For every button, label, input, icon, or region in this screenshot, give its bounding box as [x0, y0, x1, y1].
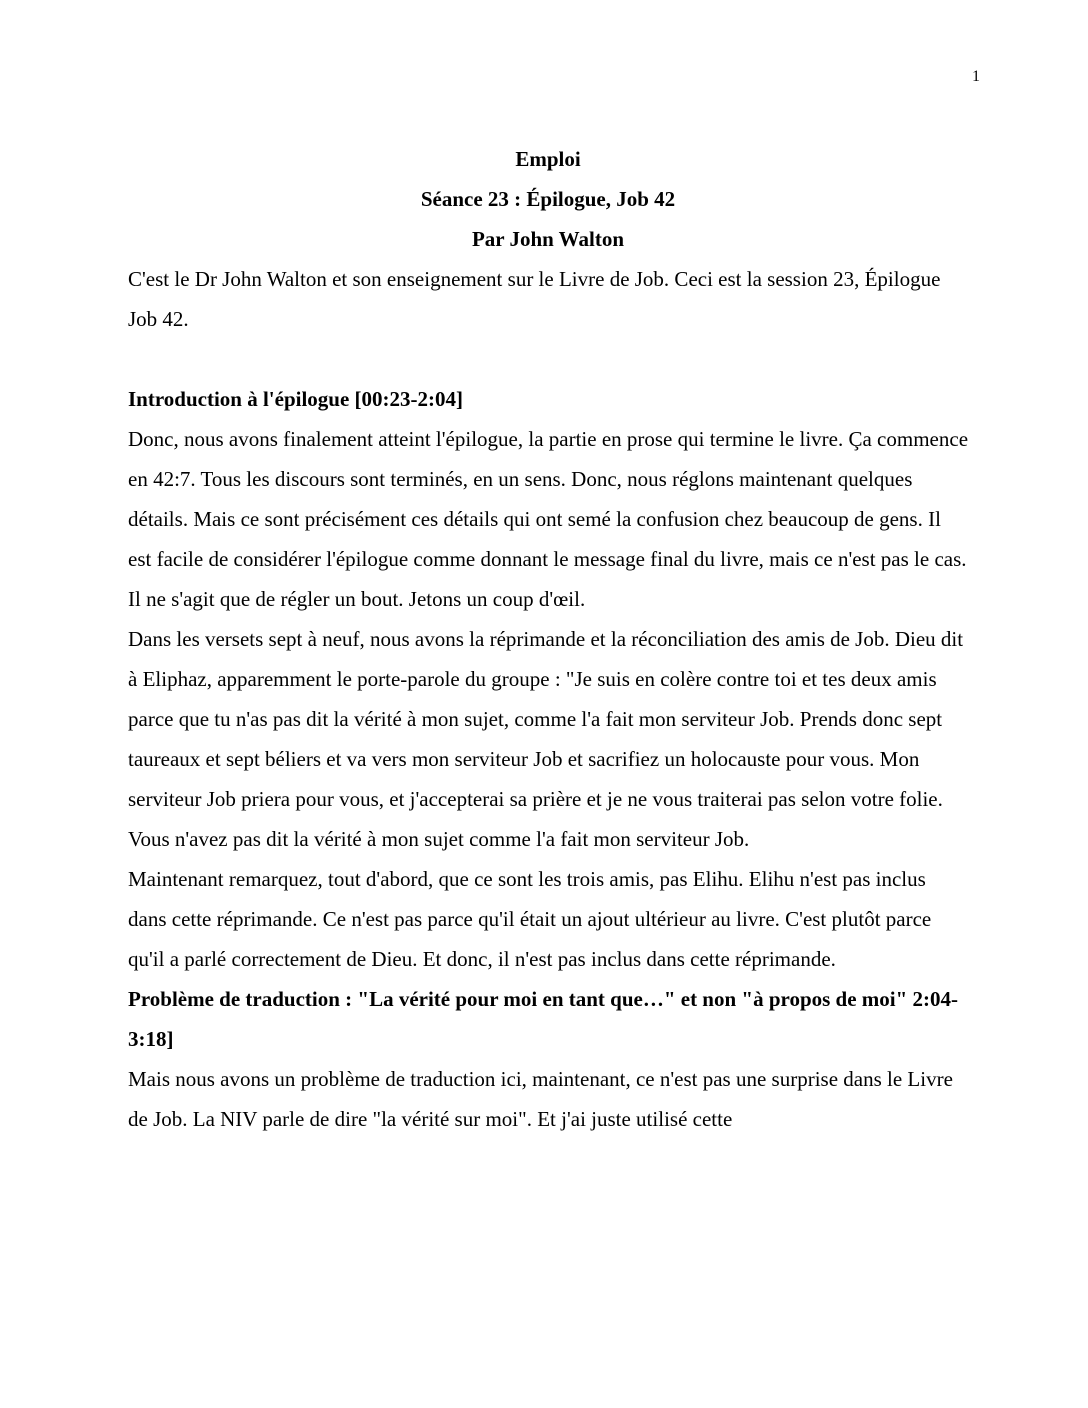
section1-paragraph-3: Maintenant remarquez, tout d'abord, que ce sont les trois amis, pas Elihu. Elihu n'est pas inclus dans cette réprimande. Ce n'est pas parce qu'il était un ajout ultérieur au livre. C'est plutôt parce qu'il a parlé correctement de Dieu. Et donc, il n'est pas inclus dans cette réprimande. — [128, 867, 932, 971]
section-heading-translation: Problème de traduction : "La vérité pour moi en tant que…" et non "à propos de moi" 2:04-3:18] — [128, 987, 959, 1051]
page-number: 1 — [972, 68, 980, 85]
paragraph-spacer — [128, 339, 968, 379]
section1-paragraph-2: Dans les versets sept à neuf, nous avons la réprimande et la réconciliation des amis de Job. Dieu dit à Eliphaz, apparemment le porte-parole du groupe : "Je suis en colère contre toi et tes deux amis parce que tu n'as pas dit la vérité à mon sujet, comme l'a fait mon serviteur Job. Prends donc sept taureaux et sept béliers et va vers mon serviteur Job et sacrifiez un holocauste pour vous. Mon serviteur Job priera pour vous, et j'accepterai sa prière et je ne vous traiterai pas selon votre folie. Vous n'avez pas dit la vérité à mon sujet comme l'a fait mon serviteur Job. — [128, 627, 964, 851]
section1-paragraph-1: Donc, nous avons finalement atteint l'épilogue, la partie en prose qui termine le livre. Ça commence en 42:7. Tous les discours sont terminés, en un sens. Donc, nous réglons maintenant quelques détails. Mais ce sont précisément ces détails qui ont semé la confusion chez beaucoup de gens. Il est facile de considérer l'épilogue comme donnant le message final du livre, mais ce n'est pas le cas. Il ne s'agit que de régler un bout. Jetons un coup d'œil. — [128, 427, 969, 611]
section2-paragraph-1: Mais nous avons un problème de traduction ici, maintenant, ce n'est pas une surprise dans le Livre de Job. La NIV parle de dire "la vérité sur moi". Et j'ai juste utilisé cette — [128, 1067, 953, 1131]
intro-paragraph: C'est le Dr John Walton et son enseignement sur le Livre de Job. Ceci est la session 23, Épilogue Job 42. — [128, 267, 941, 331]
session-title: Séance 23 : Épilogue, Job 42 — [420, 187, 676, 211]
author-line: Par John Walton — [471, 227, 625, 251]
section-heading-introduction: Introduction à l'épilogue [00:23-2:04] — [128, 387, 464, 411]
document-body — [128, 139, 968, 1139]
document-title: Emploi — [515, 147, 581, 171]
